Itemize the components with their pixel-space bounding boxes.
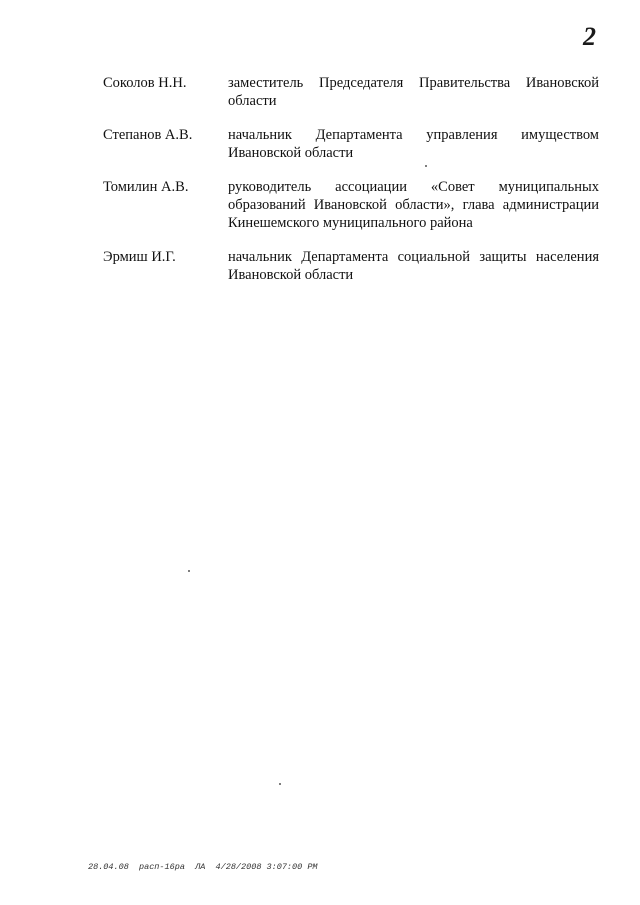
member-name: Степанов А.В. — [103, 127, 193, 143]
member-row — [103, 178, 599, 232]
scan-speck — [425, 165, 427, 167]
member-name: Томилин А.В. — [103, 179, 189, 195]
member-position: начальник Департамента социальной защиты населения Ивановской области — [228, 249, 599, 283]
scan-speck — [188, 570, 190, 572]
member-row — [103, 248, 599, 284]
member-position: руководитель ассоциации «Совет муниципальных образований Ивановской области», глава администрации Кинешемского муниципального района — [228, 179, 599, 231]
member-name: Эрмиш И.Г. — [103, 249, 176, 265]
member-position: начальник Департамента управления имуществом Ивановской области — [228, 127, 599, 161]
scan-speck — [279, 783, 281, 785]
members-list — [103, 74, 599, 284]
page-number: 2 — [583, 22, 596, 51]
member-row — [103, 74, 599, 110]
member-row — [103, 126, 599, 162]
footer-stamp: 28.04.08 расп-16ра ЛА 4/28/2008 3:07:00 PM — [88, 862, 318, 872]
member-position: заместитель Председателя Правительства Ивановской области — [228, 75, 599, 109]
member-name: Соколов Н.Н. — [103, 75, 187, 91]
